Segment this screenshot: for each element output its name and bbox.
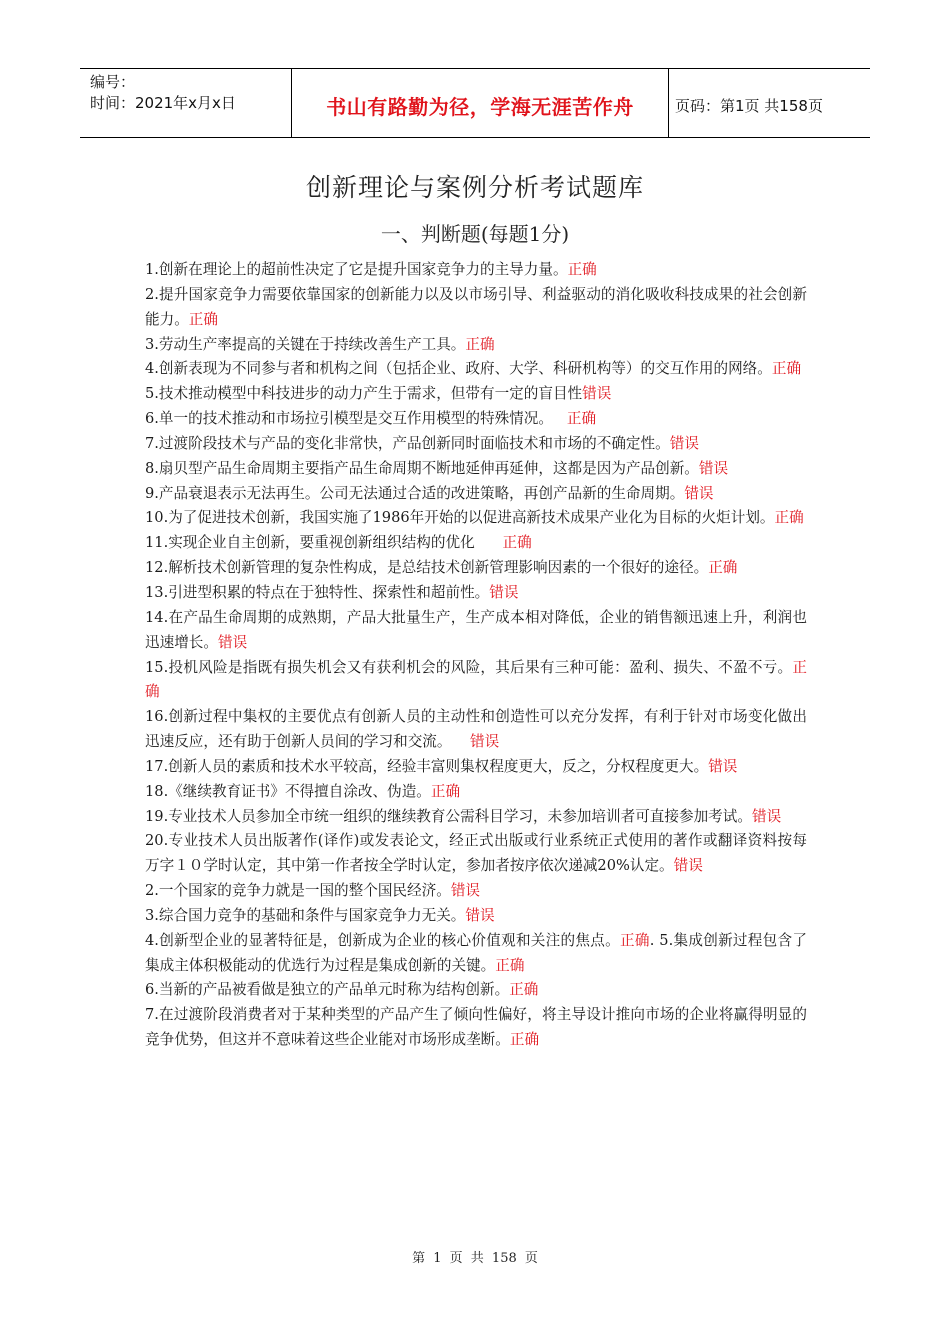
section-title: 一、判断题(每题1分) bbox=[380, 222, 570, 246]
answer-gap bbox=[475, 534, 503, 551]
question-text: 9.产品衰退表示无法再生。公司无法通过合适的改进策略，再创产品新的生命周期。 bbox=[145, 484, 685, 502]
answer-label: 错误 bbox=[698, 459, 729, 477]
answer-label: 错误 bbox=[217, 633, 248, 651]
question-text: 17.创新人员的素质和技术水平较高，经验丰富则集权程度更大，反之，分权程度更大。 bbox=[145, 757, 709, 775]
question-item bbox=[145, 357, 807, 382]
header-page-info: 页码：第1页 共158页 bbox=[675, 96, 823, 115]
answer-label: 正确 bbox=[188, 310, 218, 328]
question-text: 4.创新型企业的显著特征是，创新成为企业的核心价值观和关注的焦点。 bbox=[145, 931, 620, 949]
page-footer: 第 1 页 共 158 页 bbox=[412, 1251, 538, 1266]
question-item bbox=[145, 606, 807, 656]
answer-label: 正确 bbox=[145, 658, 807, 701]
question-item bbox=[145, 879, 807, 904]
question-text: 6.单一的技术推动和市场拉引模型是交互作用模型的特殊情况。 bbox=[145, 410, 553, 428]
question-list bbox=[145, 258, 807, 1053]
question-item bbox=[145, 506, 807, 531]
answer-label: 正确 bbox=[620, 931, 650, 949]
answer-label: 正确 bbox=[465, 335, 495, 353]
answer-label: 错误 bbox=[582, 385, 612, 403]
question-text: 5.技术推动模型中科技进步的动力产生于需求，但带有一定的盲目性 bbox=[145, 385, 583, 403]
answer-label: 错误 bbox=[465, 906, 495, 924]
question-text: 3.劳动生产率提高的关键在于持续改善生产工具。 bbox=[145, 335, 466, 353]
answer-label: 错误 bbox=[489, 583, 519, 601]
question-item bbox=[145, 705, 807, 755]
answer-label: 错误 bbox=[684, 484, 714, 502]
question-text: 2.提升国家竞争力需要依靠国家的创新能力以及以市场引导、利益驱动的消化吸收科技成果的社会创新能力。 bbox=[145, 285, 807, 328]
answer-label: 错误 bbox=[450, 882, 481, 900]
answer-label: 正确 bbox=[509, 1031, 540, 1049]
question-text: 16.创新过程中集权的主要优点有创新人员的主动性和创造性可以充分发挥，有利于针对市场变化做出迅速反应，还有助于创新人员间的学习和交流。 bbox=[145, 708, 807, 751]
question-item bbox=[145, 482, 807, 507]
question-item bbox=[145, 382, 807, 407]
answer-label: 错误 bbox=[708, 757, 738, 775]
question-item bbox=[145, 1003, 807, 1053]
question-item bbox=[145, 755, 807, 780]
question-text: 14.在产品生命周期的成熟期，产品大批量生产，生产成本相对降低，企业的销售额迅速上升，利润也迅速增长。 bbox=[145, 608, 807, 651]
answer-label: 正确 bbox=[566, 410, 597, 428]
answer-label: 正确 bbox=[502, 534, 532, 552]
question-item bbox=[145, 432, 807, 457]
question-text: 20.专业技术人员出版著作(译作)或发表论文，经正式出版或行业系统正式使用的著作或翻译资料按每万字１０学时认定，其中第一作者按全学时认定，参加者按序依次递减20%认定。 bbox=[145, 832, 807, 875]
question-item bbox=[145, 556, 807, 581]
question-text: 3.综合国力竞争的基础和条件与国家竞争力无关。 bbox=[145, 906, 466, 924]
answer-label: 错误 bbox=[751, 807, 782, 825]
document-title: 创新理论与案例分析考试题库 bbox=[305, 173, 644, 202]
question-text: 12.解析技术创新管理的复杂性构成，是总结技术创新管理影响因素的一个很好的途径。 bbox=[145, 559, 709, 577]
question-text: 13.引进型积累的特点在于独特性、探索性和超前性。 bbox=[145, 583, 490, 601]
question-item bbox=[145, 829, 807, 879]
answer-gap bbox=[451, 733, 470, 750]
question-item bbox=[145, 258, 807, 283]
answer-label: 错误 bbox=[669, 434, 699, 452]
header-meta bbox=[80, 69, 291, 137]
question-text: 15.投机风险是指既有损失机会又有获利机会的风险，其后果有三种可能：盈利、损失、不盈不亏。 bbox=[145, 658, 793, 676]
answer-label: 正确 bbox=[430, 782, 461, 800]
question-text: 1.创新在理论上的超前性决定了它是提升国家竞争力的主导力量。 bbox=[145, 261, 568, 278]
document-date: 时间：2021年x月x日 bbox=[90, 94, 236, 112]
question-text: 2.一个国家的竞争力就是一国的整个国民经济。 bbox=[145, 882, 451, 900]
question-item bbox=[145, 531, 807, 556]
question-item bbox=[145, 904, 807, 929]
answer-label: 正确 bbox=[771, 360, 802, 378]
question-text: 7.过渡阶段技术与产品的变化非常快，产品创新同时面临技术和市场的不确定性。 bbox=[145, 434, 670, 452]
question-text: 10.为了促进技术创新，我国实施了1986年开始的以促进高新技术成果产业化为目标的火炬计划。 bbox=[145, 509, 775, 527]
question-item bbox=[145, 457, 807, 482]
question-text: 19.专业技术人员参加全市统一组织的继续教育公需科目学习，未参加培训者可直接参加考试。 bbox=[145, 807, 752, 825]
answer-label: 错误 bbox=[673, 857, 703, 875]
answer-label: 正确 bbox=[495, 956, 525, 974]
question-text: 18.《继续教育证书》不得擅自涂改、伪造。 bbox=[145, 782, 431, 800]
question-text: . 5.集成创新过程包含了集成主体积极能动的优选行为过程是集成创新的关键。 bbox=[145, 931, 807, 974]
question-item bbox=[145, 407, 807, 432]
question-text: 8.扇贝型产品生命周期主要指产品生命周期不断地延伸再延伸，这都是因为产品创新。 bbox=[145, 459, 699, 477]
question-item bbox=[145, 333, 807, 358]
question-text: 4.创新表现为不同参与者和机构之间（包括企业、政府、大学、科研机构等）的交互作用的网络。 bbox=[145, 360, 772, 378]
question-item bbox=[145, 978, 807, 1003]
question-item bbox=[145, 581, 807, 606]
question-text: 6.当新的产品被看做是独立的产品单元时称为结构创新。 bbox=[145, 981, 510, 999]
answer-label: 错误 bbox=[470, 733, 500, 751]
question-item bbox=[145, 805, 807, 830]
question-item bbox=[145, 780, 807, 805]
page-header bbox=[80, 68, 870, 138]
question-item bbox=[145, 656, 807, 706]
header-motto: 书山有路勤为径，学海无涯苦作舟 bbox=[291, 69, 669, 137]
question-text: 7.在过渡阶段消费者对于某种类型的产品产生了倾向性偏好，将主导设计推向市场的企业将赢得明显的竞争优势，但这并不意味着这些企业能对市场形成垄断。 bbox=[145, 1006, 807, 1049]
question-item bbox=[145, 929, 807, 979]
answer-label: 正确 bbox=[567, 261, 597, 278]
answer-label: 正确 bbox=[774, 509, 804, 527]
document-number-label: 编号： bbox=[90, 73, 136, 91]
question-text: 11.实现企业自主创新，要重视创新组织结构的优化 bbox=[145, 534, 475, 552]
question-item bbox=[145, 283, 807, 333]
answer-gap bbox=[553, 410, 567, 427]
answer-label: 正确 bbox=[708, 559, 738, 577]
answer-label: 正确 bbox=[509, 981, 539, 999]
